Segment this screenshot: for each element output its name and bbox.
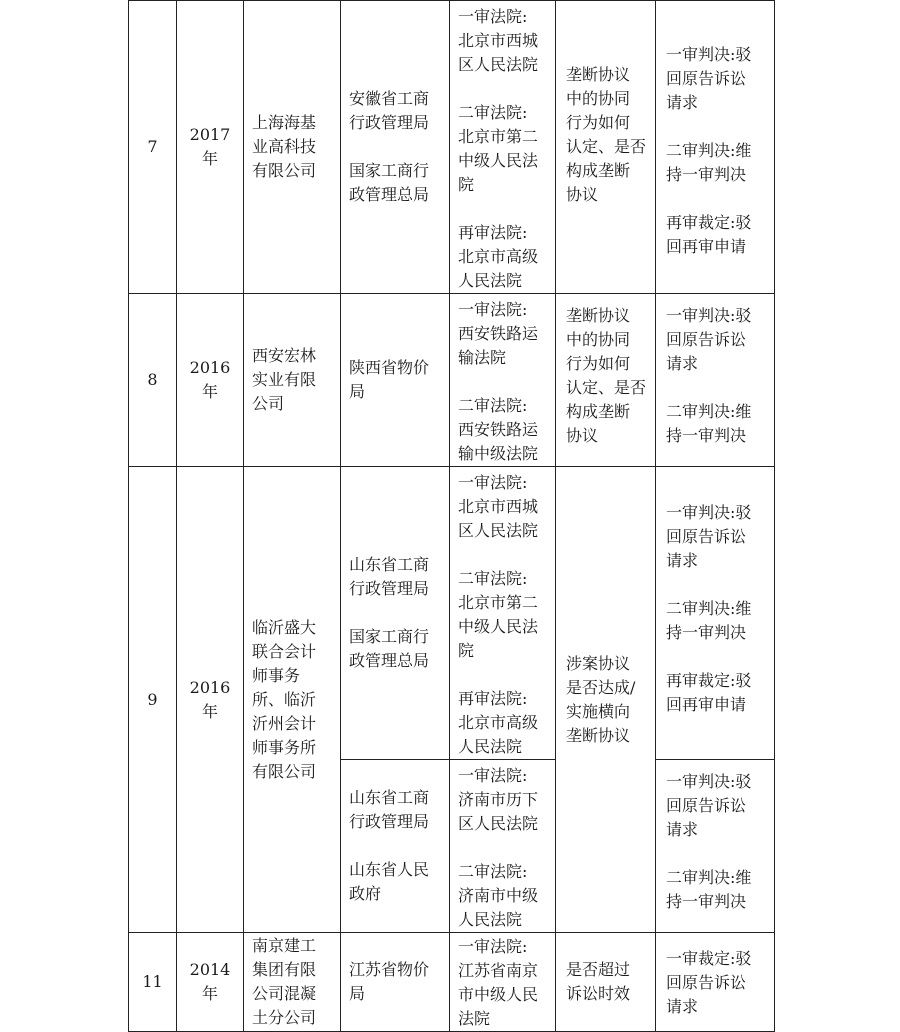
result-cell: 一审判决:驳 回原告诉讼 请求 二审判决:维 持一审判决 (666, 306, 752, 445)
party-cell: 西安宏林 实业有限 公司 (252, 346, 317, 413)
party-cell: 上海海基 业高科技 有限公司 (252, 113, 317, 180)
agency-cell: 安徽省工商 行政管理局 国家工商行 政管理总局 (349, 89, 430, 204)
year-value: 2016 (189, 358, 231, 377)
agency-cell: 陕西省物价 局 (349, 358, 430, 401)
year-unit: 年 (201, 701, 218, 721)
year-value: 2017 (189, 125, 231, 144)
table-row (129, 467, 775, 760)
issue-cell: 涉案协议 是否达成/ 实施横向 垄断协议 (566, 653, 636, 745)
year-unit: 年 (201, 149, 218, 168)
row-year (177, 294, 244, 467)
court-cell: 一审法院: 西安铁路运 输法院 二审法院: 西安铁路运 输中级法院 (458, 300, 539, 463)
result-cell: 一审判决:驳 回原告诉讼 请求 二审判决:维 持一审判决 再审裁定:驳 回再审申请 (666, 45, 752, 256)
table-row (129, 1, 775, 294)
row-year (177, 467, 244, 933)
court-cell: 一审法院: 济南市历下 区人民法院 二审法院: 济南市中级 人民法院 (458, 766, 539, 929)
agency-cell: 江苏省物价 局 (349, 960, 430, 1003)
row-year (177, 1, 244, 294)
table-row (129, 933, 775, 1032)
row-number: 7 (129, 1, 177, 294)
party-cell: 临沂盛大 联合会计 师事务 所、临沂 沂州会计 师事务所 有限公司 (252, 617, 317, 781)
row-number: 8 (129, 294, 177, 467)
agency-cell: 山东省工商 行政管理局 国家工商行 政管理总局 (349, 555, 430, 670)
year-unit: 年 (201, 984, 218, 1003)
year-value: 2014 (189, 960, 231, 979)
issue-cell: 是否超过 诉讼时效 (566, 960, 631, 1003)
result-cell: 一审判决:驳 回原告诉讼 请求 二审判决:维 持一审判决 再审裁定:驳 回再审申请 (666, 503, 752, 714)
agency-cell: 山东省工商 行政管理局 山东省人民 政府 (349, 788, 430, 903)
row-year (177, 933, 244, 1032)
court-cell: 一审法院: 北京市西城 区人民法院 二审法院: 北京市第二 中级人民法 院 再审法院: 北京市高级 人民法院 (458, 7, 539, 290)
row-number: 9 (129, 467, 177, 933)
year-unit: 年 (201, 382, 218, 401)
table-row (129, 294, 775, 467)
issue-cell: 垄断协议 中的协同 行为如何 认定、是否 构成垄断 协议 (566, 306, 647, 445)
court-cell: 一审法院: 江苏省南京 市中级人民 法院 (458, 937, 539, 1028)
court-cell: 一审法院: 北京市西城 区人民法院 二审法院: 北京市第二 中级人民法 院 再审法院: 北京市高级 人民法院 (458, 473, 539, 756)
party-cell: 南京建工 集团有限 公司混凝 土分公司 (252, 936, 317, 1027)
row-number: 11 (129, 933, 177, 1032)
year-value: 2016 (189, 677, 231, 697)
cases-table (128, 0, 775, 1032)
issue-cell: 垄断协议 中的协同 行为如何 认定、是否 构成垄断 协议 (566, 65, 647, 204)
result-cell: 一审裁定:驳 回原告诉讼 请求 (666, 949, 752, 1016)
result-cell: 一审判决:驳 回原告诉讼 请求 二审判决:维 持一审判决 (666, 772, 752, 911)
